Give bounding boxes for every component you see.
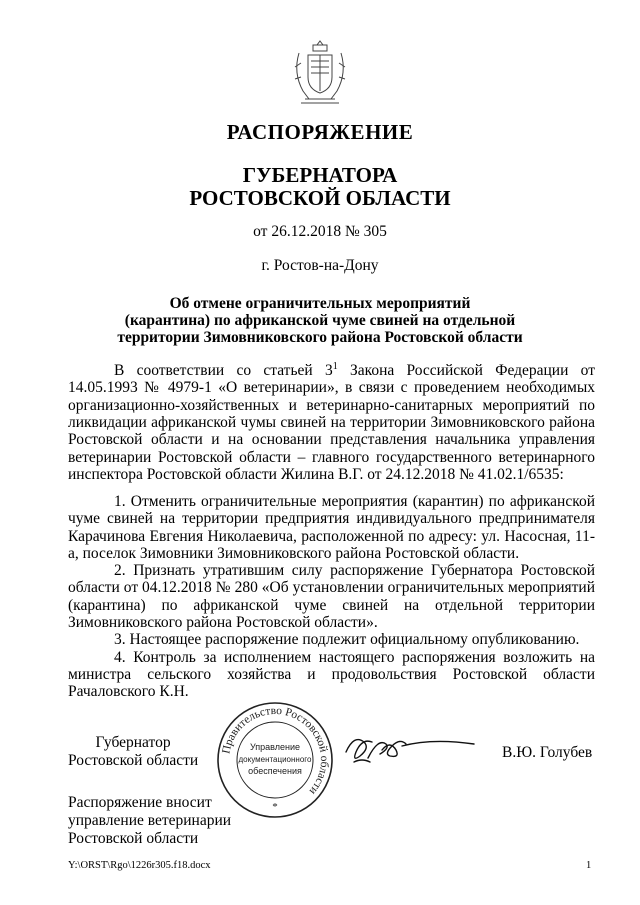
subject-line-3: территории Зимовниковского района Ростовской области [117, 329, 523, 346]
city: г. Ростов-на-Дону [261, 257, 379, 274]
position-line-2: Ростовской области [68, 752, 199, 769]
subject-heading [0, 295, 640, 346]
preamble-rest: Закона Российской Федерации от 14.05.1993 № 4979-1 «О ветеринарии», в связи с проведением необходимых организационно-хозяйственных и ветеринарно-санитарных мероприятий по ликвидации африканской чумы свиней на территории Зимовниковского района Ростовской области и на основании представления начальника управления ветеринарии Ростовской области – главного государственного ветеринарного инспектора Ростовской области Жилина В.Г. от 24.12.2018 № 41.02.1/6535: [68, 362, 595, 483]
stamp-inner-line-3: обеспечения [248, 766, 302, 776]
coat-of-arms [291, 37, 349, 107]
order-item: 3. Настоящее распоряжение подлежит официальному опубликованию. [114, 631, 580, 649]
signature-scribble [340, 722, 480, 772]
stamp-star: * [272, 801, 278, 813]
signatory-position [68, 734, 198, 770]
order-item: 4. Контроль за исполнением настоящего распоряжения возложить на министра сельского хозяйства и продовольствия Ростовской области Рачаловского К.Н. [68, 648, 595, 701]
article-superscript: 1 [332, 361, 338, 372]
subject-line-1: Об отмене ограничительных мероприятий [169, 295, 471, 312]
stamp-inner-line-1: Управление [249, 742, 301, 752]
position-line-1: Губернатор [95, 734, 171, 751]
preamble-paragraph [68, 358, 595, 483]
stamp-outer-text: Правительство Ростовской области [220, 704, 331, 797]
note-line-1: Распоряжение вносит [68, 794, 212, 811]
page-number: 1 [586, 860, 592, 871]
stamp-seal [215, 700, 335, 820]
order-items [68, 493, 595, 701]
handwritten-signature [340, 722, 480, 772]
note-line-3: Ростовской области [68, 830, 199, 847]
order-item: 2. Признать утратившим силу распоряжение Губернатора Ростовской области от 04.12.2018 № 280 «Об установлении ограничительных мероприятий (карантина) по африканской чуме свиней на отдельной территории Зимовниковского района Ростовской области». [68, 562, 595, 632]
preamble-start: В соответствии со статьей 3 [114, 362, 333, 380]
subject-line-2: (карантина) по африканской чуме свиней на отдельной [124, 312, 516, 329]
footer-file-path: Y:\ORST\Rgo\1226r305.f18.docx [68, 860, 211, 871]
preamble [68, 358, 595, 483]
order-item: 1. Отменить ограничительные мероприятия (карантин) по африканской чуме свиней на территории предприятия индивидуального предпринимателя Карачинова Евгения Николаевича, расположенной по адресу: ул. Насосная, 11-а, поселок Зимовники Зимовниковского района Ростовской области. [68, 493, 595, 562]
issuer-line-1: ГУБЕРНАТОРА [242, 163, 398, 187]
official-stamp [215, 700, 335, 820]
submitted-by-note [68, 794, 231, 848]
date-number: от 26.12.2018 № 305 [253, 223, 387, 240]
note-line-2: управление ветеринарии [68, 812, 232, 829]
document-type-title: РАСПОРЯЖЕНИЕ [226, 120, 414, 144]
stamp-inner-line-2: документационного [238, 755, 312, 764]
issuer-line-2: РОСТОВСКОЙ ОБЛАСТИ [189, 186, 451, 210]
rostov-coat-of-arms-icon [291, 37, 349, 107]
signatory-name: В.Ю. Голубев [502, 744, 593, 761]
